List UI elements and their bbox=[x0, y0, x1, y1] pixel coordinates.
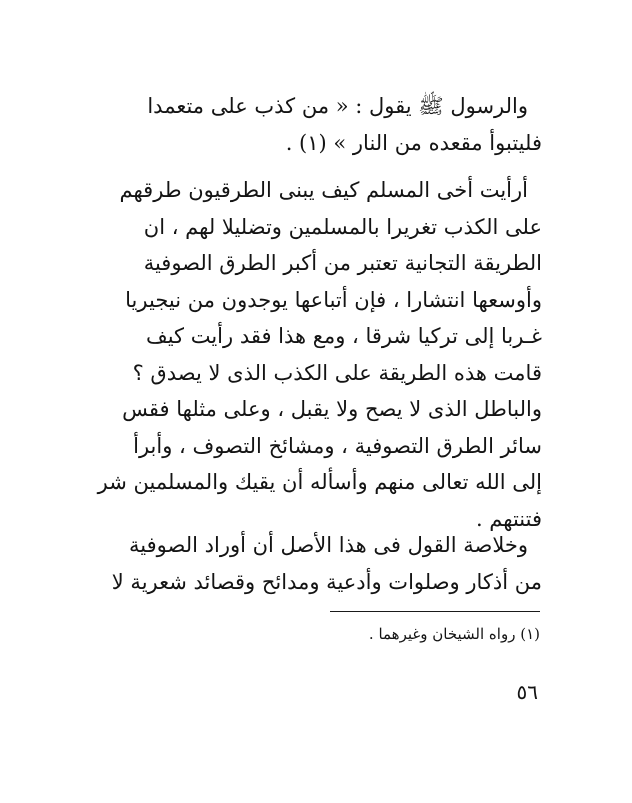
text-line: قامت هذه الطريقة على الكذب الذى لا يصدق ؟ bbox=[132, 360, 542, 385]
footnote-divider bbox=[330, 611, 540, 612]
text-line: الطريقة التجانية تعتبر من أكبر الطرق الصوفية bbox=[143, 251, 542, 275]
paragraph-2 bbox=[97, 172, 542, 537]
text-line: على الكذب تغريرا بالمسلمين وتضليلا لهم ، ان bbox=[143, 214, 542, 239]
footnote: (١) رواه الشيخان وغيرهما . bbox=[368, 625, 540, 643]
page-number: ٥٦ bbox=[516, 680, 538, 704]
text-line: والرسول ﷺ يقول : « من كذب على متعمدا bbox=[147, 94, 528, 118]
text-line: إلى الله تعالى منهم وأسأله أن يقيك والمسلمين شر bbox=[97, 470, 542, 494]
text-line: غـربا إلى تركيا شرقا ، ومع هذا فقد رأيت كيف bbox=[145, 324, 542, 348]
text-line: فليتبوأ مقعده من النار » (١) . bbox=[285, 130, 542, 155]
text-line: من أذكار وصلوات وأدعية ومدائح وقصائد شعرية لا bbox=[111, 569, 542, 594]
paragraph-1 bbox=[147, 88, 542, 161]
text-line: فتنتهم . bbox=[475, 506, 542, 531]
text-line: وأوسعها انتشارا ، فإن أتباعها يوجدون من نيجيريا bbox=[125, 287, 542, 312]
text-line: وخلاصة القول فى هذا الأصل أن أوراد الصوفية bbox=[129, 533, 528, 557]
text-line: والباطل الذى لا يصح ولا يقبل ، وعلى مثلها فقس bbox=[122, 397, 542, 421]
text-line: سائر الطرق التصوفية ، ومشائخ التصوف ، وأبرأ bbox=[133, 433, 542, 458]
text-line: أرأيت أخى المسلم كيف يبنى الطرقيون طرقهم bbox=[119, 178, 528, 202]
paragraph-3 bbox=[111, 527, 542, 600]
